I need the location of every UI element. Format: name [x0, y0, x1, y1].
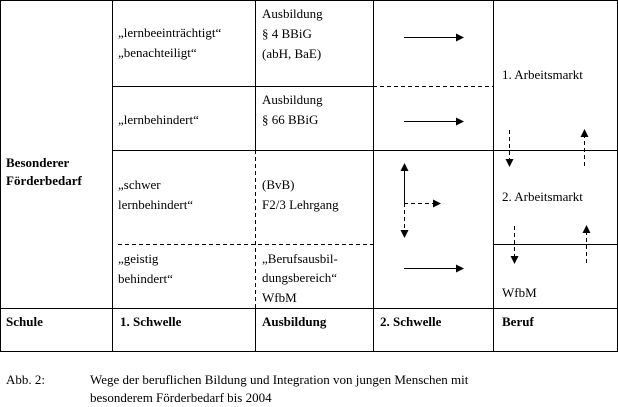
ausb3-line2: F2/3 Lehrgang	[262, 197, 339, 212]
ausb3-line1: (BvB)	[262, 177, 295, 192]
ausb2-line2: § 66 BBiG	[262, 112, 319, 127]
beruf-first-market: 1. Arbeitsmarkt	[502, 67, 583, 82]
row1-line2: „benachteiligt“	[118, 45, 197, 60]
header-schule: Schule	[6, 314, 43, 329]
left-label-line2: Förderbedarf	[6, 173, 82, 188]
beruf-second-market: 2. Arbeitsmarkt	[502, 189, 583, 204]
ausb4-line1: „Berufsausbil-	[262, 251, 338, 266]
header-schwelle1: 1. Schwelle	[120, 314, 182, 329]
ausb1-line3: (abH, BaE)	[262, 46, 322, 61]
row1-line1: „lernbeeinträchtigt“	[118, 25, 222, 40]
left-label-line1: Besonderer	[6, 155, 70, 170]
ausb1-line1: Ausbildung	[262, 6, 323, 21]
caption-label: Abb. 2:	[6, 372, 45, 387]
ausb1-line2: § 4 BBiG	[262, 26, 312, 41]
row3-line1: „schwer	[118, 177, 161, 192]
row2-line1: „lernbehindert“	[118, 112, 199, 127]
caption-line2: besonderem Förderbedarf bis 2004	[90, 390, 272, 405]
beruf-wfbm: WfbM	[502, 285, 537, 300]
header-ausbildung: Ausbildung	[262, 314, 327, 329]
header-beruf: Beruf	[502, 314, 534, 329]
ausb2-line1: Ausbildung	[262, 92, 323, 107]
header-schwelle2: 2. Schwelle	[380, 314, 442, 329]
row4-line1: „geistig	[118, 251, 159, 266]
row4-line2: behindert“	[118, 271, 173, 286]
caption-line1: Wege der beruflichen Bildung und Integration von jungen Menschen mit	[90, 372, 469, 387]
row3-line2: lernbehindert“	[118, 197, 194, 212]
ausb4-line3: WfbM	[262, 290, 297, 305]
ausb4-line2: dungsbereich“	[262, 270, 338, 285]
